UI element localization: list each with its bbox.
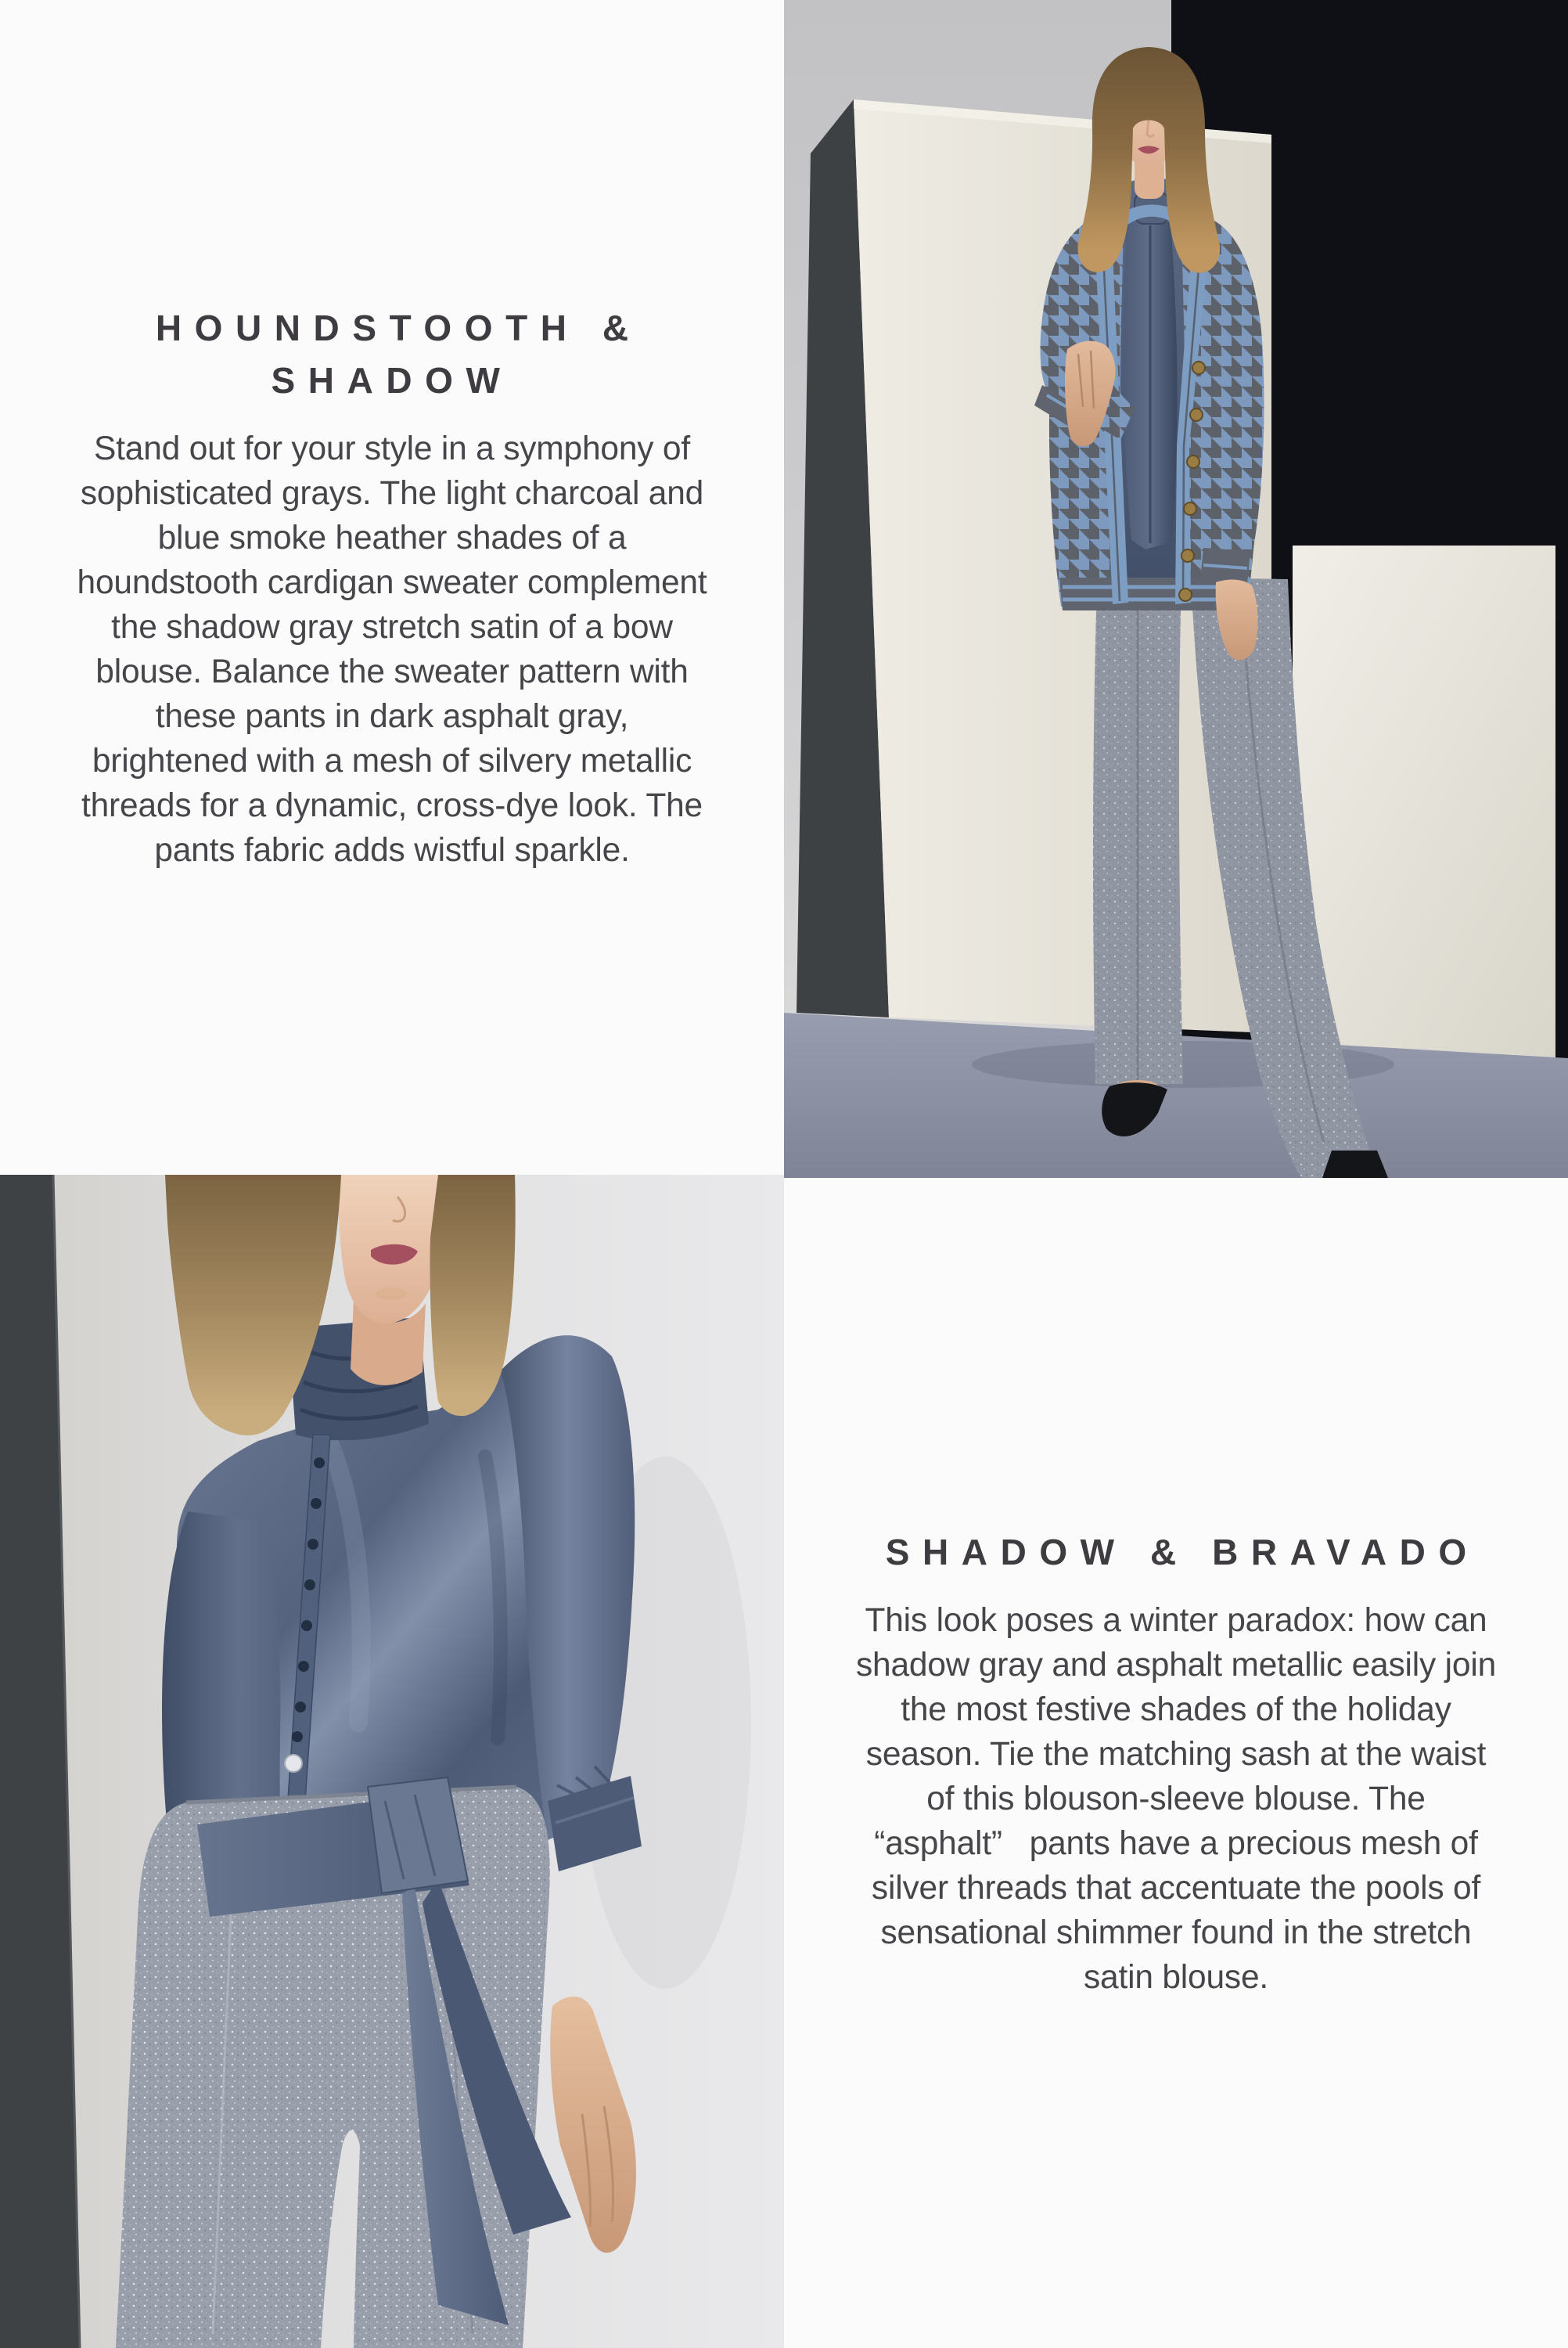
look1-heading-line2: SHADOW xyxy=(271,359,513,401)
section-look1-text xyxy=(0,0,784,1175)
photo2-illustration xyxy=(0,1175,784,2348)
text-line: Stand out for your style in a symphony of xyxy=(94,430,690,468)
cream-right-panel xyxy=(1293,546,1555,1061)
look1-paragraph xyxy=(7,427,778,873)
chin-shade xyxy=(376,1287,407,1300)
text-line: satin blouse. xyxy=(1083,1959,1269,1997)
pearl-button xyxy=(285,1755,302,1772)
text-line: sensational shimmer found in the stretch xyxy=(880,1914,1472,1952)
look2-text-block xyxy=(791,1526,1562,2000)
text-line: silver threads that accentuate the pools of xyxy=(871,1870,1481,1907)
text-line: blouse. Balance the sweater pattern with xyxy=(95,654,689,691)
section-look2-text xyxy=(784,1178,1568,2348)
text-line: shadow gray and asphalt metallic easily join xyxy=(855,1647,1497,1684)
photo-shadow-bravado-look xyxy=(0,1175,784,2348)
look1-heading-line1: HOUNDSTOOTH & xyxy=(155,307,642,348)
photo-houndstooth-look xyxy=(784,0,1568,1178)
text-line: pants fabric adds wistful sparkle. xyxy=(154,832,630,870)
text-line: threads for a dynamic, cross-dye look. The xyxy=(81,787,703,825)
text-line: sophisticated grays. The light charcoal and xyxy=(80,475,704,513)
text-line: This look poses a winter paradox: how can xyxy=(865,1602,1487,1640)
right-pump xyxy=(1322,1151,1388,1178)
text-line: brightened with a mesh of silvery metallic xyxy=(92,743,692,780)
text-line: “asphalt” pants have a precious mesh of xyxy=(874,1825,1478,1863)
look1-text-block xyxy=(7,302,778,873)
look1-heading xyxy=(7,302,778,406)
text-line: the shadow gray stretch satin of a bow xyxy=(111,609,673,646)
text-line: blue smoke heather shades of a xyxy=(157,520,627,557)
look2-heading-line1: SHADOW & BRAVADO xyxy=(885,1531,1480,1572)
text-line: these pants in dark asphalt gray, xyxy=(155,698,629,736)
look2-paragraph xyxy=(791,1598,1562,2000)
text-line: of this blouson-sleeve blouse. The xyxy=(926,1781,1426,1818)
black-sliver xyxy=(1555,546,1568,1061)
text-line: the most festive shades of the holiday xyxy=(901,1691,1451,1729)
photo1-illustration xyxy=(784,0,1568,1178)
look2-heading xyxy=(791,1526,1562,1579)
text-line: houndstooth cardigan sweater complement xyxy=(77,564,707,602)
text-line: season. Tie the matching sash at the waist xyxy=(865,1736,1487,1774)
